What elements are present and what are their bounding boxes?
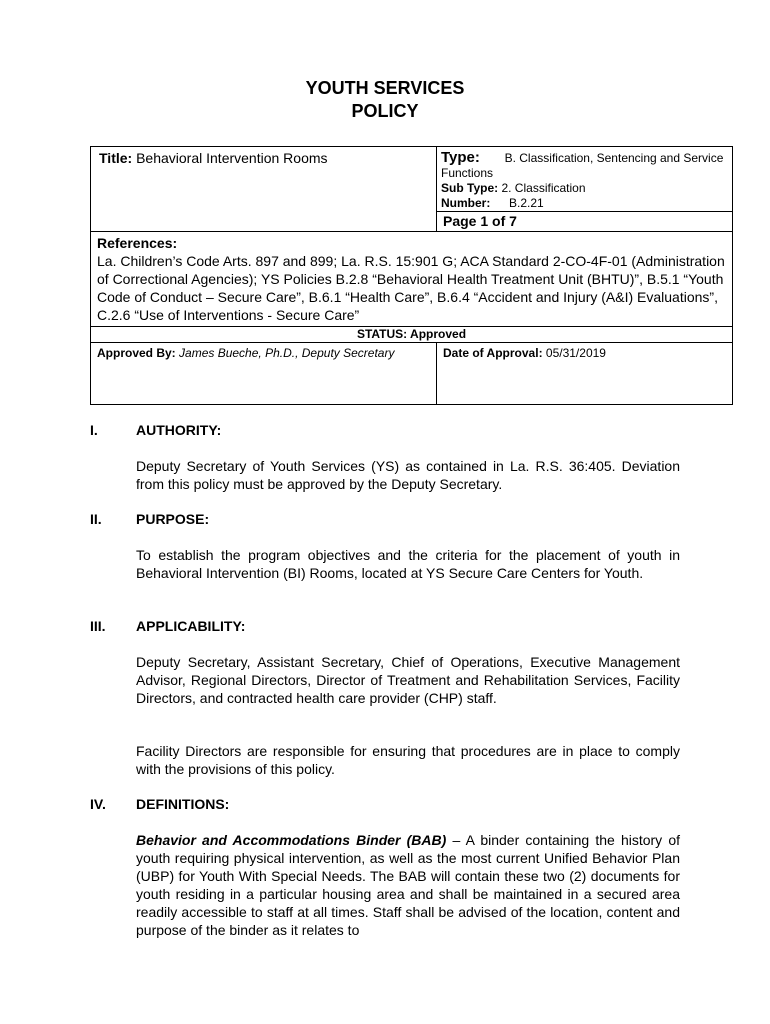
subtype-value: 2. Classification	[501, 181, 586, 195]
type-cell	[437, 147, 733, 212]
section-1-heading: AUTHORITY:	[136, 422, 222, 438]
doc-title-line2: POLICY	[351, 101, 419, 121]
approved-by-label: Approved By:	[97, 346, 176, 360]
references-cell	[91, 232, 733, 327]
policy-info-table	[90, 146, 733, 405]
doc-title-line1: YOUTH SERVICES	[305, 78, 465, 98]
section-3-paragraph-2: Facility Directors are responsible for ensuring that procedures are in place to comply with the provisions of this policy.	[136, 743, 680, 777]
approval-date-cell	[437, 343, 733, 405]
approval-date-value: 05/31/2019	[545, 346, 606, 360]
section-2-number: II.	[90, 511, 102, 527]
subtype-label: Sub Type:	[441, 181, 499, 195]
title-cell	[91, 147, 437, 232]
number-label: Number:	[441, 196, 491, 210]
section-4-number: IV.	[90, 796, 106, 812]
section-1-paragraph: Deputy Secretary of Youth Services (YS) as contained in La. R.S. 36:405. Deviation from this policy must be approved by the Deputy Secretary.	[136, 458, 680, 492]
approval-date-label: Date of Approval:	[443, 346, 543, 360]
page-number: Page 1 of 7	[437, 212, 733, 232]
references-label: References:	[97, 235, 178, 251]
section-1-number: I.	[90, 422, 98, 438]
approved-by-value: James Bueche, Ph.D., Deputy Secretary	[179, 346, 395, 360]
title-value: Behavioral Intervention Rooms	[136, 150, 328, 166]
type-value: B. Classification, Sentencing and Service Functions	[441, 151, 724, 180]
section-3-paragraph-1: Deputy Secretary, Assistant Secretary, Chief of Operations, Executive Management Advisor, Regional Directors, Director of Treatment and Rehabilitation Services, Facility Directors, and contracted health care provider (CHP) staff.	[136, 654, 680, 706]
number-value: B.2.21	[509, 196, 544, 210]
section-2-paragraph: To establish the program objectives and the criteria for the placement of youth in Behavioral Intervention (BI) Rooms, located at YS Secure Care Centers for Youth.	[136, 547, 680, 581]
section-3-heading: APPLICABILITY:	[136, 618, 246, 634]
references-text: La. Children’s Code Arts. 897 and 899; La. R.S. 15:901 G; ACA Standard 2-CO-4F-01 (Administration of Correctional Agencies); YS Policies B.2.8 “Behavioral Health Treatment Unit (BHTU)”, B.5.1 “Youth Code of Conduct – Secure Care”, B.6.1 “Health Care”, B.6.4 “Accident and Injury (A&I) Evaluations”, C.2.6 “Use of Interventions - Secure Care”	[97, 253, 725, 323]
definition-bab	[136, 831, 680, 939]
definition-text: – A binder containing the history of youth requiring physical intervention, as well as the most current Unified Behavior Plan (UBP) for Youth With Special Needs. The BAB will contain these two (2) documents for youth residing in a particular housing area and shall be maintained in a secured area readily accessible to staff at all times. Staff shall be advised of the location, content and purpose of the binder as it relates to	[136, 832, 680, 938]
title-label: Title:	[99, 150, 133, 166]
section-2-heading: PURPOSE:	[136, 511, 210, 527]
definition-term: Behavior and Accommodations Binder (BAB)	[136, 832, 447, 848]
section-3-number: III.	[90, 618, 106, 634]
section-4-heading: DEFINITIONS:	[136, 796, 230, 812]
type-label: Type:	[441, 149, 480, 166]
approved-by-cell	[91, 343, 437, 405]
status-row: STATUS: Approved	[91, 327, 733, 343]
